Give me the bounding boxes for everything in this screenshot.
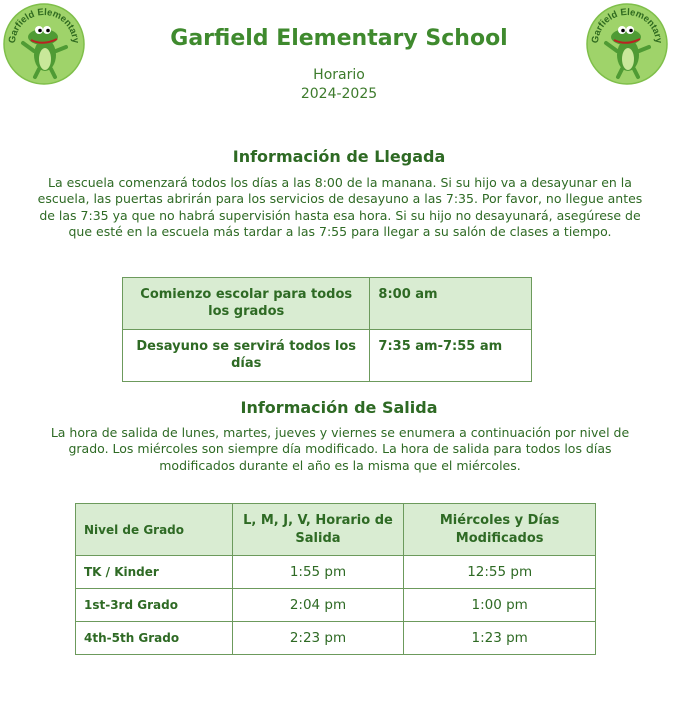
arrival-label-cell: Comienzo escolar para todos los grados bbox=[123, 278, 370, 330]
arrival-table bbox=[122, 277, 532, 382]
schedule-subtitle: Horario bbox=[313, 67, 365, 83]
grade-cell: TK / Kinder bbox=[76, 556, 233, 589]
table-row bbox=[76, 589, 596, 622]
arrival-label-cell: Desayuno se servirá todos los días bbox=[123, 330, 370, 382]
modified-time-cell: 1:00 pm bbox=[404, 589, 596, 622]
column-header-modified: Miércoles y Días Modificados bbox=[404, 504, 596, 556]
column-header-grade: Nivel de Grado bbox=[76, 504, 233, 556]
arrival-value-cell: 7:35 am-7:55 am bbox=[370, 330, 532, 382]
dismissal-paragraph: La hora de salida de lunes, martes, jueves y viernes se enumera a continuación por nivel de grado. Los miércoles son siempre día modificado. La hora de salida para todos los días modificados durante el año es la misma que el miércoles. bbox=[50, 425, 630, 473]
arrival-heading: Información de Llegada bbox=[232, 147, 446, 166]
modified-time-cell: 12:55 pm bbox=[404, 556, 596, 589]
logo-text: Garfield Elementary bbox=[589, 6, 665, 44]
table-header-row bbox=[76, 504, 596, 556]
arrival-value-cell: 8:00 am bbox=[370, 278, 532, 330]
table-row bbox=[123, 278, 532, 330]
regular-time-cell: 2:04 pm bbox=[232, 589, 404, 622]
arrival-paragraph: La escuela comenzará todos los días a las 8:00 de la manana. Si su hijo va a desayunar en la escuela, las puertas abrirán para los servicios de desayuno a las 7:35. Por favor, no llegue antes de las 7:35 ya que no habrá supervisión hasta esa hora. Si su hijo no desayunará, asegúrese de que esté en la escuela más tardar a las 7:55 para llegar a su salón de clases a tiempo. bbox=[37, 175, 643, 240]
logo-text: Garfield Elementary bbox=[6, 6, 82, 44]
regular-time-cell: 2:23 pm bbox=[232, 622, 404, 655]
grade-cell: 1st-3rd Grado bbox=[76, 589, 233, 622]
grade-cell: 4th-5th Grado bbox=[76, 622, 233, 655]
regular-time-cell: 1:55 pm bbox=[232, 556, 404, 589]
dismissal-table bbox=[75, 503, 596, 655]
dismissal-heading: Información de Salida bbox=[240, 398, 438, 417]
school-title: Garfield Elementary School bbox=[170, 26, 508, 51]
table-row bbox=[123, 330, 532, 382]
table-row bbox=[76, 622, 596, 655]
column-header-regular: L, M, J, V, Horario de Salida bbox=[232, 504, 404, 556]
table-row bbox=[76, 556, 596, 589]
modified-time-cell: 1:23 pm bbox=[404, 622, 596, 655]
school-year: 2024-2025 bbox=[300, 86, 378, 102]
